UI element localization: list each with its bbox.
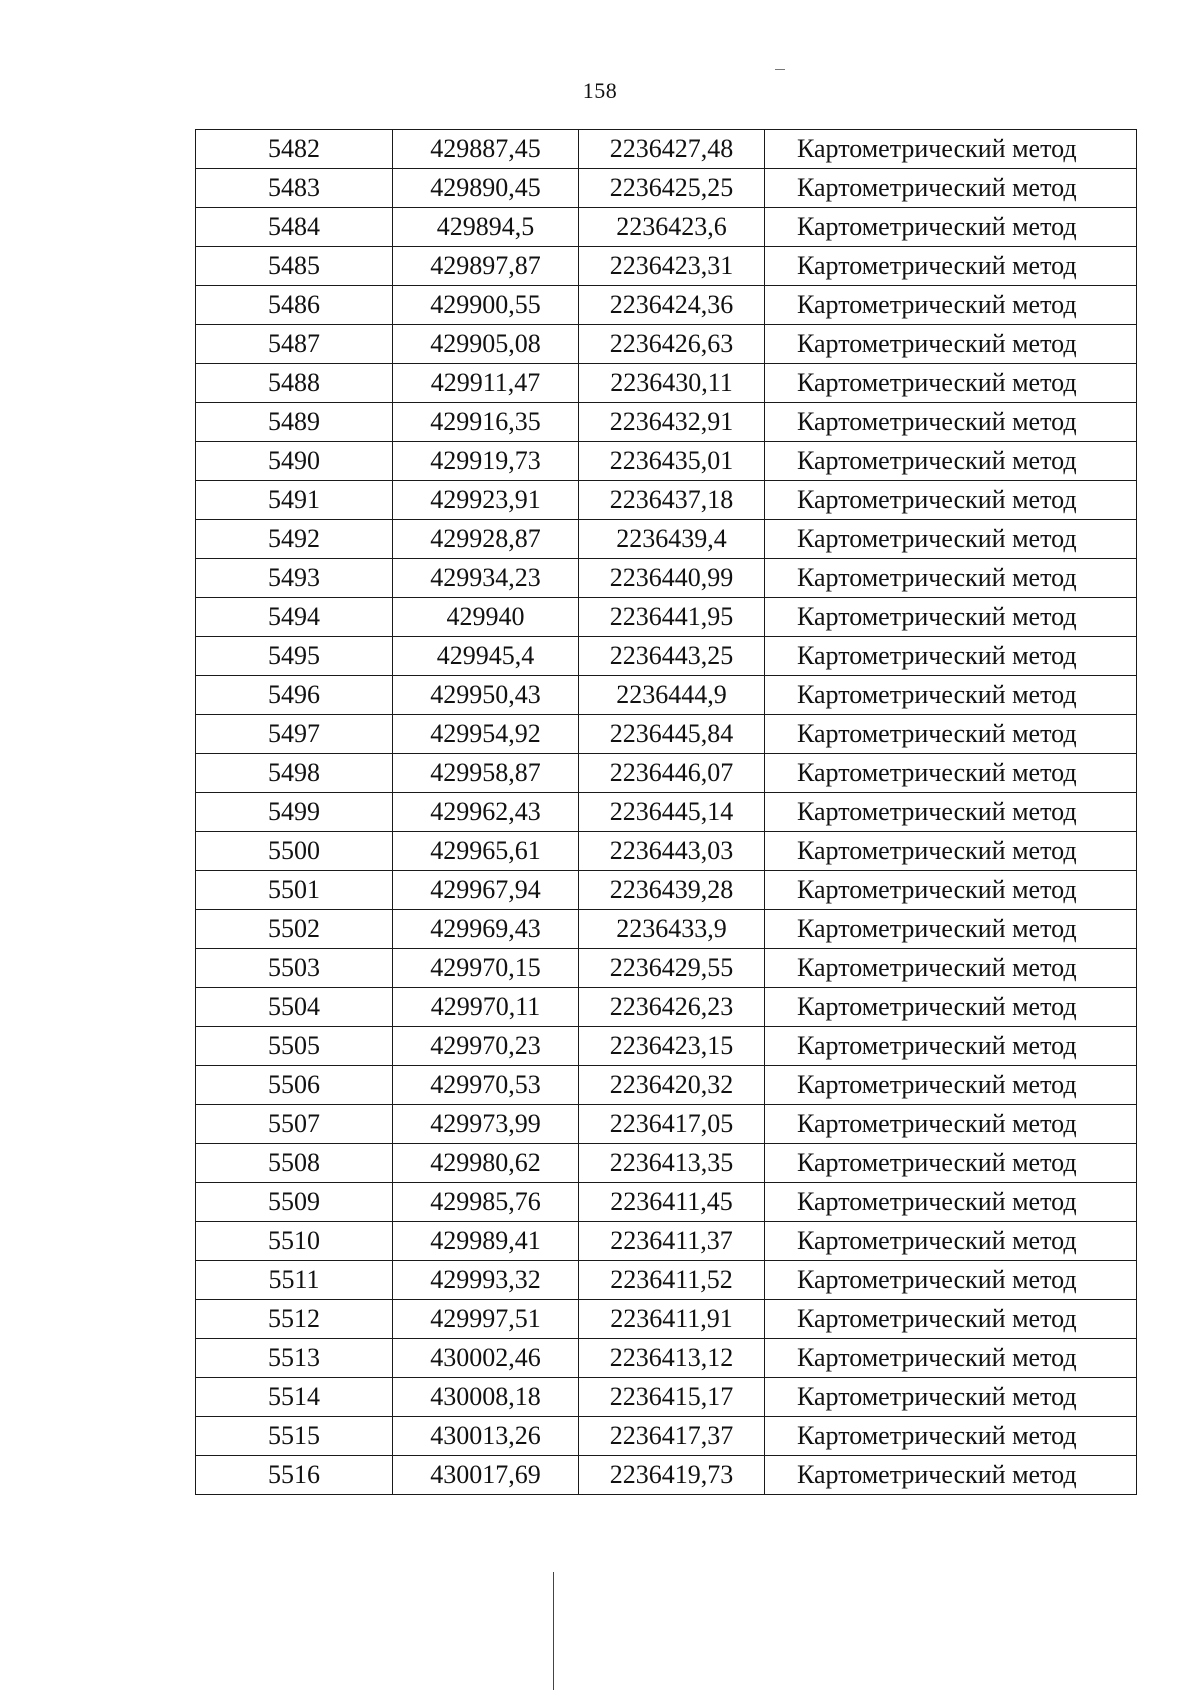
x-coordinate-cell: 429970,11 <box>393 988 579 1027</box>
y-coordinate-cell: 2236426,23 <box>579 988 765 1027</box>
method-cell: Картометрический метод <box>765 247 1137 286</box>
y-coordinate-cell: 2236411,37 <box>579 1222 765 1261</box>
method-cell: Картометрический метод <box>765 1417 1137 1456</box>
x-coordinate-cell: 429934,23 <box>393 559 579 598</box>
y-coordinate-cell: 2236415,17 <box>579 1378 765 1417</box>
point-number-cell: 5490 <box>196 442 393 481</box>
scan-artifact-dash <box>775 69 785 70</box>
x-coordinate-cell: 429973,99 <box>393 1105 579 1144</box>
x-coordinate-cell: 429967,94 <box>393 871 579 910</box>
x-coordinate-cell: 429980,62 <box>393 1144 579 1183</box>
table-row <box>196 325 1137 364</box>
method-cell: Картометрический метод <box>765 208 1137 247</box>
x-coordinate-cell: 429928,87 <box>393 520 579 559</box>
page-number: 158 <box>582 78 618 103</box>
y-coordinate-cell: 2236423,31 <box>579 247 765 286</box>
method-cell: Картометрический метод <box>765 1027 1137 1066</box>
point-number-cell: 5495 <box>196 637 393 676</box>
method-cell: Картометрический метод <box>765 832 1137 871</box>
x-coordinate-cell: 429954,92 <box>393 715 579 754</box>
y-coordinate-cell: 2236419,73 <box>579 1456 765 1495</box>
x-coordinate-cell: 429900,55 <box>393 286 579 325</box>
method-cell: Картометрический метод <box>765 676 1137 715</box>
table-row <box>196 1105 1137 1144</box>
point-number-cell: 5500 <box>196 832 393 871</box>
x-coordinate-cell: 429970,53 <box>393 1066 579 1105</box>
table-row <box>196 481 1137 520</box>
point-number-cell: 5482 <box>196 130 393 169</box>
point-number-cell: 5488 <box>196 364 393 403</box>
y-coordinate-cell: 2236413,12 <box>579 1339 765 1378</box>
point-number-cell: 5508 <box>196 1144 393 1183</box>
point-number-cell: 5496 <box>196 676 393 715</box>
method-cell: Картометрический метод <box>765 637 1137 676</box>
y-coordinate-cell: 2236417,37 <box>579 1417 765 1456</box>
point-number-cell: 5512 <box>196 1300 393 1339</box>
y-coordinate-cell: 2236439,4 <box>579 520 765 559</box>
point-number-cell: 5502 <box>196 910 393 949</box>
y-coordinate-cell: 2236424,36 <box>579 286 765 325</box>
x-coordinate-cell: 429911,47 <box>393 364 579 403</box>
table-row <box>196 637 1137 676</box>
point-number-cell: 5484 <box>196 208 393 247</box>
x-coordinate-cell: 429970,15 <box>393 949 579 988</box>
table-row <box>196 988 1137 1027</box>
method-cell: Картометрический метод <box>765 364 1137 403</box>
y-coordinate-cell: 2236425,25 <box>579 169 765 208</box>
method-cell: Картометрический метод <box>765 520 1137 559</box>
point-number-cell: 5497 <box>196 715 393 754</box>
table-row <box>196 871 1137 910</box>
y-coordinate-cell: 2236439,28 <box>579 871 765 910</box>
table-row <box>196 676 1137 715</box>
table-row <box>196 1144 1137 1183</box>
y-coordinate-cell: 2236411,52 <box>579 1261 765 1300</box>
x-coordinate-cell: 429916,35 <box>393 403 579 442</box>
x-coordinate-cell: 429997,51 <box>393 1300 579 1339</box>
y-coordinate-cell: 2236417,05 <box>579 1105 765 1144</box>
x-coordinate-cell: 429965,61 <box>393 832 579 871</box>
method-cell: Картометрический метод <box>765 793 1137 832</box>
table-row <box>196 1456 1137 1495</box>
scan-fold-line <box>553 1572 554 1690</box>
point-number-cell: 5514 <box>196 1378 393 1417</box>
y-coordinate-cell: 2236411,45 <box>579 1183 765 1222</box>
method-cell: Картометрический метод <box>765 1378 1137 1417</box>
y-coordinate-cell: 2236440,99 <box>579 559 765 598</box>
point-number-cell: 5516 <box>196 1456 393 1495</box>
point-number-cell: 5489 <box>196 403 393 442</box>
table-row <box>196 1339 1137 1378</box>
table-row <box>196 793 1137 832</box>
y-coordinate-cell: 2236432,91 <box>579 403 765 442</box>
point-number-cell: 5510 <box>196 1222 393 1261</box>
x-coordinate-cell: 429905,08 <box>393 325 579 364</box>
y-coordinate-cell: 2236437,18 <box>579 481 765 520</box>
point-number-cell: 5504 <box>196 988 393 1027</box>
point-number-cell: 5494 <box>196 598 393 637</box>
point-number-cell: 5506 <box>196 1066 393 1105</box>
method-cell: Картометрический метод <box>765 1339 1137 1378</box>
y-coordinate-cell: 2236429,55 <box>579 949 765 988</box>
x-coordinate-cell: 429945,4 <box>393 637 579 676</box>
method-cell: Картометрический метод <box>765 871 1137 910</box>
point-number-cell: 5492 <box>196 520 393 559</box>
method-cell: Картометрический метод <box>765 1144 1137 1183</box>
point-number-cell: 5501 <box>196 871 393 910</box>
table-row <box>196 598 1137 637</box>
coordinates-table <box>195 129 1137 1495</box>
table-row <box>196 910 1137 949</box>
table-row <box>196 442 1137 481</box>
x-coordinate-cell: 429919,73 <box>393 442 579 481</box>
x-coordinate-cell: 430013,26 <box>393 1417 579 1456</box>
table-row <box>196 169 1137 208</box>
point-number-cell: 5486 <box>196 286 393 325</box>
point-number-cell: 5505 <box>196 1027 393 1066</box>
method-cell: Картометрический метод <box>765 1456 1137 1495</box>
method-cell: Картометрический метод <box>765 949 1137 988</box>
method-cell: Картометрический метод <box>765 130 1137 169</box>
table-row <box>196 949 1137 988</box>
method-cell: Картометрический метод <box>765 910 1137 949</box>
y-coordinate-cell: 2236445,14 <box>579 793 765 832</box>
method-cell: Картометрический метод <box>765 1066 1137 1105</box>
table-row <box>196 1027 1137 1066</box>
point-number-cell: 5513 <box>196 1339 393 1378</box>
table-row <box>196 1222 1137 1261</box>
point-number-cell: 5498 <box>196 754 393 793</box>
y-coordinate-cell: 2236427,48 <box>579 130 765 169</box>
y-coordinate-cell: 2236446,07 <box>579 754 765 793</box>
y-coordinate-cell: 2236423,15 <box>579 1027 765 1066</box>
x-coordinate-cell: 429890,45 <box>393 169 579 208</box>
x-coordinate-cell: 429962,43 <box>393 793 579 832</box>
table-row <box>196 754 1137 793</box>
point-number-cell: 5515 <box>196 1417 393 1456</box>
point-number-cell: 5503 <box>196 949 393 988</box>
point-number-cell: 5499 <box>196 793 393 832</box>
y-coordinate-cell: 2236445,84 <box>579 715 765 754</box>
point-number-cell: 5491 <box>196 481 393 520</box>
method-cell: Картометрический метод <box>765 1261 1137 1300</box>
point-number-cell: 5493 <box>196 559 393 598</box>
method-cell: Картометрический метод <box>765 286 1137 325</box>
point-number-cell: 5487 <box>196 325 393 364</box>
table-row <box>196 247 1137 286</box>
table-row <box>196 130 1137 169</box>
x-coordinate-cell: 429894,5 <box>393 208 579 247</box>
x-coordinate-cell: 429887,45 <box>393 130 579 169</box>
table-row <box>196 1261 1137 1300</box>
y-coordinate-cell: 2236441,95 <box>579 598 765 637</box>
point-number-cell: 5485 <box>196 247 393 286</box>
x-coordinate-cell: 429923,91 <box>393 481 579 520</box>
x-coordinate-cell: 429989,41 <box>393 1222 579 1261</box>
table-row <box>196 832 1137 871</box>
x-coordinate-cell: 429950,43 <box>393 676 579 715</box>
method-cell: Картометрический метод <box>765 1183 1137 1222</box>
y-coordinate-cell: 2236443,03 <box>579 832 765 871</box>
table-row <box>196 364 1137 403</box>
method-cell: Картометрический метод <box>765 988 1137 1027</box>
x-coordinate-cell: 429993,32 <box>393 1261 579 1300</box>
point-number-cell: 5511 <box>196 1261 393 1300</box>
table-row <box>196 520 1137 559</box>
table-row <box>196 403 1137 442</box>
method-cell: Картометрический метод <box>765 559 1137 598</box>
point-number-cell: 5509 <box>196 1183 393 1222</box>
table-row <box>196 1066 1137 1105</box>
y-coordinate-cell: 2236444,9 <box>579 676 765 715</box>
y-coordinate-cell: 2236411,91 <box>579 1300 765 1339</box>
y-coordinate-cell: 2236413,35 <box>579 1144 765 1183</box>
method-cell: Картометрический метод <box>765 169 1137 208</box>
point-number-cell: 5507 <box>196 1105 393 1144</box>
table-row <box>196 1417 1137 1456</box>
x-coordinate-cell: 429940 <box>393 598 579 637</box>
point-number-cell: 5483 <box>196 169 393 208</box>
table-row <box>196 1300 1137 1339</box>
x-coordinate-cell: 429897,87 <box>393 247 579 286</box>
x-coordinate-cell: 430017,69 <box>393 1456 579 1495</box>
table-row <box>196 559 1137 598</box>
method-cell: Картометрический метод <box>765 715 1137 754</box>
table-row <box>196 208 1137 247</box>
x-coordinate-cell: 429969,43 <box>393 910 579 949</box>
table-row <box>196 1183 1137 1222</box>
method-cell: Картометрический метод <box>765 754 1137 793</box>
table-row <box>196 286 1137 325</box>
y-coordinate-cell: 2236426,63 <box>579 325 765 364</box>
x-coordinate-cell: 430008,18 <box>393 1378 579 1417</box>
x-coordinate-cell: 429970,23 <box>393 1027 579 1066</box>
method-cell: Картометрический метод <box>765 1222 1137 1261</box>
y-coordinate-cell: 2236420,32 <box>579 1066 765 1105</box>
method-cell: Картометрический метод <box>765 442 1137 481</box>
y-coordinate-cell: 2236433,9 <box>579 910 765 949</box>
method-cell: Картометрический метод <box>765 598 1137 637</box>
table-row <box>196 715 1137 754</box>
x-coordinate-cell: 429985,76 <box>393 1183 579 1222</box>
y-coordinate-cell: 2236443,25 <box>579 637 765 676</box>
table-row <box>196 1378 1137 1417</box>
method-cell: Картометрический метод <box>765 1105 1137 1144</box>
x-coordinate-cell: 430002,46 <box>393 1339 579 1378</box>
x-coordinate-cell: 429958,87 <box>393 754 579 793</box>
y-coordinate-cell: 2236430,11 <box>579 364 765 403</box>
method-cell: Картометрический метод <box>765 325 1137 364</box>
y-coordinate-cell: 2236423,6 <box>579 208 765 247</box>
method-cell: Картометрический метод <box>765 403 1137 442</box>
method-cell: Картометрический метод <box>765 1300 1137 1339</box>
coordinates-table-body <box>196 130 1137 1495</box>
method-cell: Картометрический метод <box>765 481 1137 520</box>
y-coordinate-cell: 2236435,01 <box>579 442 765 481</box>
